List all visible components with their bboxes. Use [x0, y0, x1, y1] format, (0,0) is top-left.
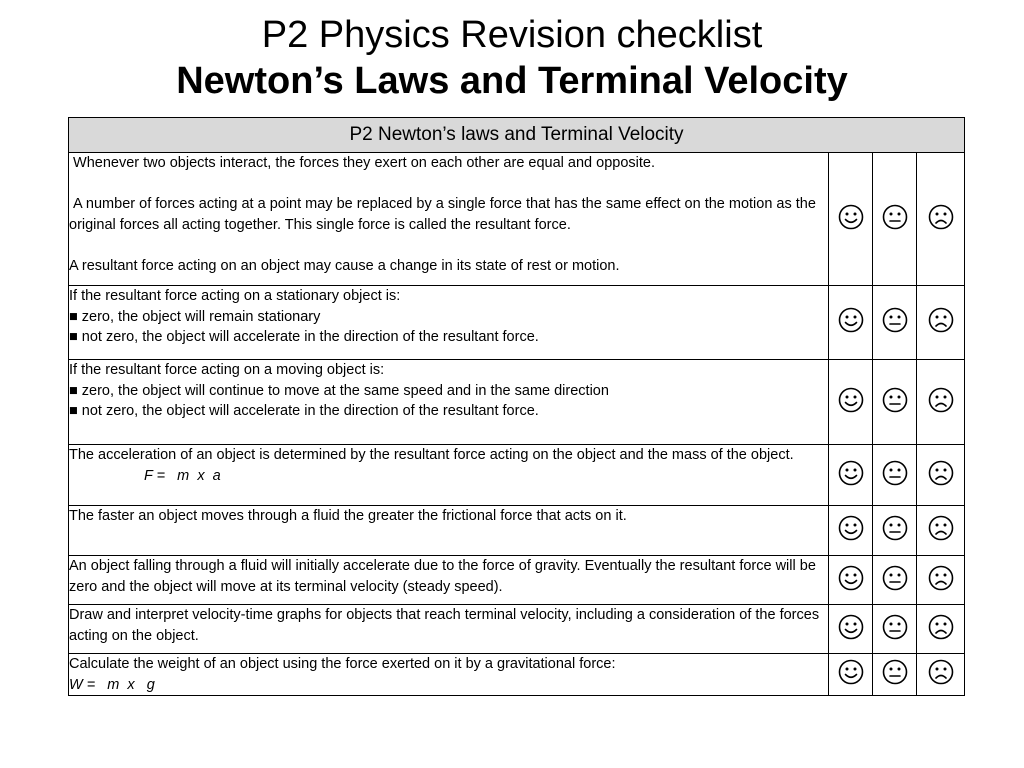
- statement-line: A number of forces acting at a point may be replaced by a single force that has the same effect on the motion as the original forces all acting together. This single force is called the resultant force.: [69, 196, 820, 233]
- smiley-face-cell[interactable]: [829, 286, 873, 360]
- statement-line: ■ zero, the object will remain stationary: [69, 308, 321, 325]
- neutral-face-cell[interactable]: [873, 445, 917, 506]
- checklist-statement: [69, 360, 829, 445]
- sad-face-cell[interactable]: [917, 654, 965, 696]
- revision-checklist-table: [68, 117, 965, 696]
- checklist-statement: [69, 153, 829, 286]
- neutral-face-icon: [882, 659, 908, 685]
- checklist-statement: [69, 506, 829, 556]
- statement-line: A resultant force acting on an object may cause a change in its state of rest or motion.: [69, 257, 620, 274]
- smiley-face-cell[interactable]: [829, 153, 873, 286]
- table-row: [69, 556, 965, 605]
- neutral-face-cell[interactable]: [873, 506, 917, 556]
- table-row: [69, 506, 965, 556]
- statement-line: If the resultant force acting on a stationary object is:: [69, 288, 401, 304]
- table-row: [69, 654, 965, 696]
- table-header: P2 Newton’s laws and Terminal Velocity: [69, 118, 965, 153]
- checklist-statement: [69, 654, 829, 696]
- neutral-face-cell[interactable]: [873, 286, 917, 360]
- sad-face-icon: [928, 565, 954, 591]
- neutral-face-icon: [882, 460, 908, 486]
- smiley-face-icon: [838, 515, 864, 541]
- statement-line: Whenever two objects interact, the forces they exert on each other are equal and opposite.: [69, 155, 655, 171]
- smiley-face-cell[interactable]: [829, 654, 873, 696]
- neutral-face-icon: [882, 515, 908, 541]
- statement-line: The faster an object moves through a fluid the greater the frictional force that acts on it.: [69, 508, 627, 524]
- checklist-statement: [69, 605, 829, 654]
- table-row: [69, 286, 965, 360]
- smiley-face-icon: [838, 659, 864, 685]
- sad-face-cell[interactable]: [917, 286, 965, 360]
- smiley-face-cell[interactable]: [829, 506, 873, 556]
- smiley-face-cell[interactable]: [829, 360, 873, 445]
- table-row: [69, 153, 965, 286]
- sad-face-cell[interactable]: [917, 445, 965, 506]
- sad-face-icon: [928, 307, 954, 333]
- neutral-face-cell[interactable]: [873, 153, 917, 286]
- formula: F = m x a: [144, 467, 221, 484]
- sad-face-cell[interactable]: [917, 360, 965, 445]
- statement-line: The acceleration of an object is determined by the resultant force acting on the object and the mass of the object.: [69, 447, 794, 463]
- sad-face-icon: [928, 460, 954, 486]
- statement-line: Draw and interpret velocity-time graphs for objects that reach terminal velocity, including a consideration of the forces acting on the object.: [69, 607, 824, 644]
- statement-line: Calculate the weight of an object using the force exerted on it by a gravitational force:: [69, 656, 616, 672]
- page-title-block: [0, 12, 1024, 104]
- statement-line: ■ not zero, the object will accelerate in the direction of the resultant force.: [69, 403, 539, 419]
- table-row: [69, 445, 965, 506]
- smiley-face-icon: [838, 565, 864, 591]
- neutral-face-icon: [882, 204, 908, 230]
- table-header-row: [69, 118, 965, 153]
- statement-line: ■ not zero, the object will accelerate in the direction of the resultant force.: [69, 329, 539, 345]
- sad-face-icon: [928, 614, 954, 640]
- smiley-face-cell[interactable]: [829, 445, 873, 506]
- smiley-face-cell[interactable]: [829, 556, 873, 605]
- neutral-face-cell[interactable]: [873, 556, 917, 605]
- formula: W = m x g: [69, 676, 155, 693]
- neutral-face-icon: [882, 307, 908, 333]
- sad-face-cell[interactable]: [917, 605, 965, 654]
- table-row: [69, 360, 965, 445]
- smiley-face-cell[interactable]: [829, 605, 873, 654]
- neutral-face-icon: [882, 565, 908, 591]
- statement-line: An object falling through a fluid will initially accelerate due to the force of gravity. Eventually the resultant force will be zero and the object will move at its terminal velocity (steady speed).: [69, 558, 820, 595]
- neutral-face-cell[interactable]: [873, 654, 917, 696]
- checklist-statement: [69, 556, 829, 605]
- sad-face-cell[interactable]: [917, 153, 965, 286]
- page-title: P2 Physics Revision checklist: [261, 14, 763, 56]
- smiley-face-icon: [838, 460, 864, 486]
- neutral-face-icon: [882, 614, 908, 640]
- smiley-face-icon: [838, 307, 864, 333]
- sad-face-cell[interactable]: [917, 556, 965, 605]
- neutral-face-cell[interactable]: [873, 360, 917, 445]
- page-subtitle: Newton’s Laws and Terminal Velocity: [176, 60, 848, 102]
- neutral-face-cell[interactable]: [873, 605, 917, 654]
- smiley-face-icon: [838, 204, 864, 230]
- smiley-face-icon: [838, 387, 864, 413]
- neutral-face-icon: [882, 387, 908, 413]
- sad-face-icon: [928, 204, 954, 230]
- statement-line: If the resultant force acting on a moving object is:: [69, 362, 385, 378]
- sad-face-cell[interactable]: [917, 506, 965, 556]
- sad-face-icon: [928, 659, 954, 685]
- sad-face-icon: [928, 515, 954, 541]
- table-row: [69, 605, 965, 654]
- sad-face-icon: [928, 387, 954, 413]
- checklist-statement: [69, 286, 829, 360]
- statement-line: ■ zero, the object will continue to move at the same speed and in the same direction: [69, 382, 609, 399]
- smiley-face-icon: [838, 614, 864, 640]
- checklist-statement: [69, 445, 829, 506]
